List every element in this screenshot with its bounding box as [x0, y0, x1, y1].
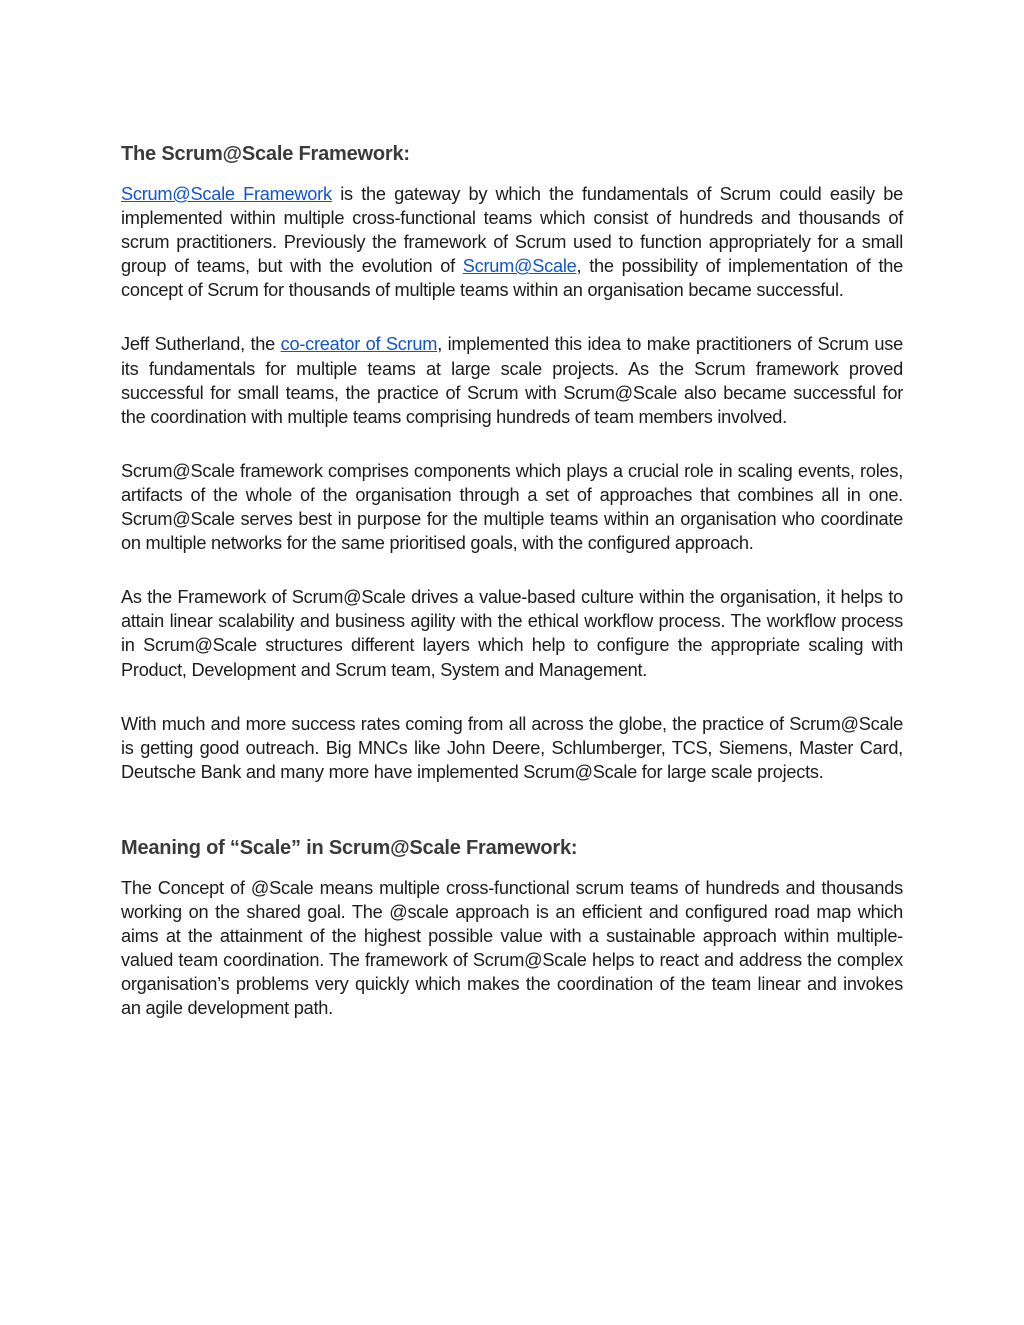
section-heading-meaning-of-scale: Meaning of “Scale” in Scrum@Scale Framework:: [121, 836, 578, 859]
scrum-at-scale-framework-link[interactable]: Scrum@Scale Framework: [121, 184, 332, 204]
paragraph-text: Jeff Sutherland, the: [121, 334, 281, 355]
scrum-at-scale-link[interactable]: Scrum@Scale: [462, 256, 577, 277]
paragraph-jeff-sutherland: [121, 332, 903, 428]
paragraph-value-culture: As the Framework of Scrum@Scale drives a value-based culture within the organisation, it helps to attain linear scalability and business agility with the ethical workflow process. The workflow process in Scrum@Scale structures different layers which help to configure the appropriate scaling with Product, Development and Scrum team, System and Management.: [121, 587, 903, 680]
section-heading-framework: The Scrum@Scale Framework:: [121, 143, 410, 165]
paragraph-text: , the possibility of implementation of the concept of Scrum for thousands of multiple teams within an organisation became successful.: [121, 256, 903, 301]
co-creator-of-scrum-link[interactable]: co-creator of Scrum: [280, 334, 438, 355]
paragraph-concept-of-scale: The Concept of @Scale means multiple cross-functional scrum teams of hundreds and thousands working on the shared goal. The @scale approach is an efficient and configured road map which aims at the attainment of the highest possible value with a sustainable approach within multiple-valued team coordination. The framework of Scrum@Scale helps to react and address the complex organisation’s problems very quickly which makes the coordination of the team linear and invokes an agile development path.: [121, 877, 903, 1019]
paragraph-text: , implemented this idea to make practitioners of Scrum use its fundamentals for multiple teams at large scale projects. As the Scrum framework proved successful for small teams, the practice of Scrum with Scrum@Scale also became successful for the coordination with multiple teams comprising hundreds of team members involved.: [121, 334, 904, 427]
paragraph-text: is the gateway by which the fundamentals of Scrum could easily be implemented within multiple cross-functional teams which consist of hundreds and thousands of scrum practitioners. Previously the framework of Scrum used to function appropriately for a small group of teams, but with the evolution of: [121, 184, 903, 277]
paragraph-framework-intro: [121, 182, 903, 302]
document-page: [121, 140, 903, 1020]
paragraph-success-rates: With much and more success rates coming from all across the globe, the practice of Scrum@Scale is getting good outreach. Big MNCs like John Deere, Schlumberger, TCS, Siemens, Master Card, Deutsche Bank and many more have implemented Scrum@Scale for large scale projects.: [121, 713, 903, 782]
paragraph-components: Scrum@Scale framework comprises components which plays a crucial role in scaling events, roles, artifacts of the whole of the organisation through a set of approaches that combines all in one. Scrum@Scale serves best in purpose for the multiple teams within an organisation who coordinate on multiple networks for the same prioritised goals, with the configured approach.: [121, 460, 903, 554]
